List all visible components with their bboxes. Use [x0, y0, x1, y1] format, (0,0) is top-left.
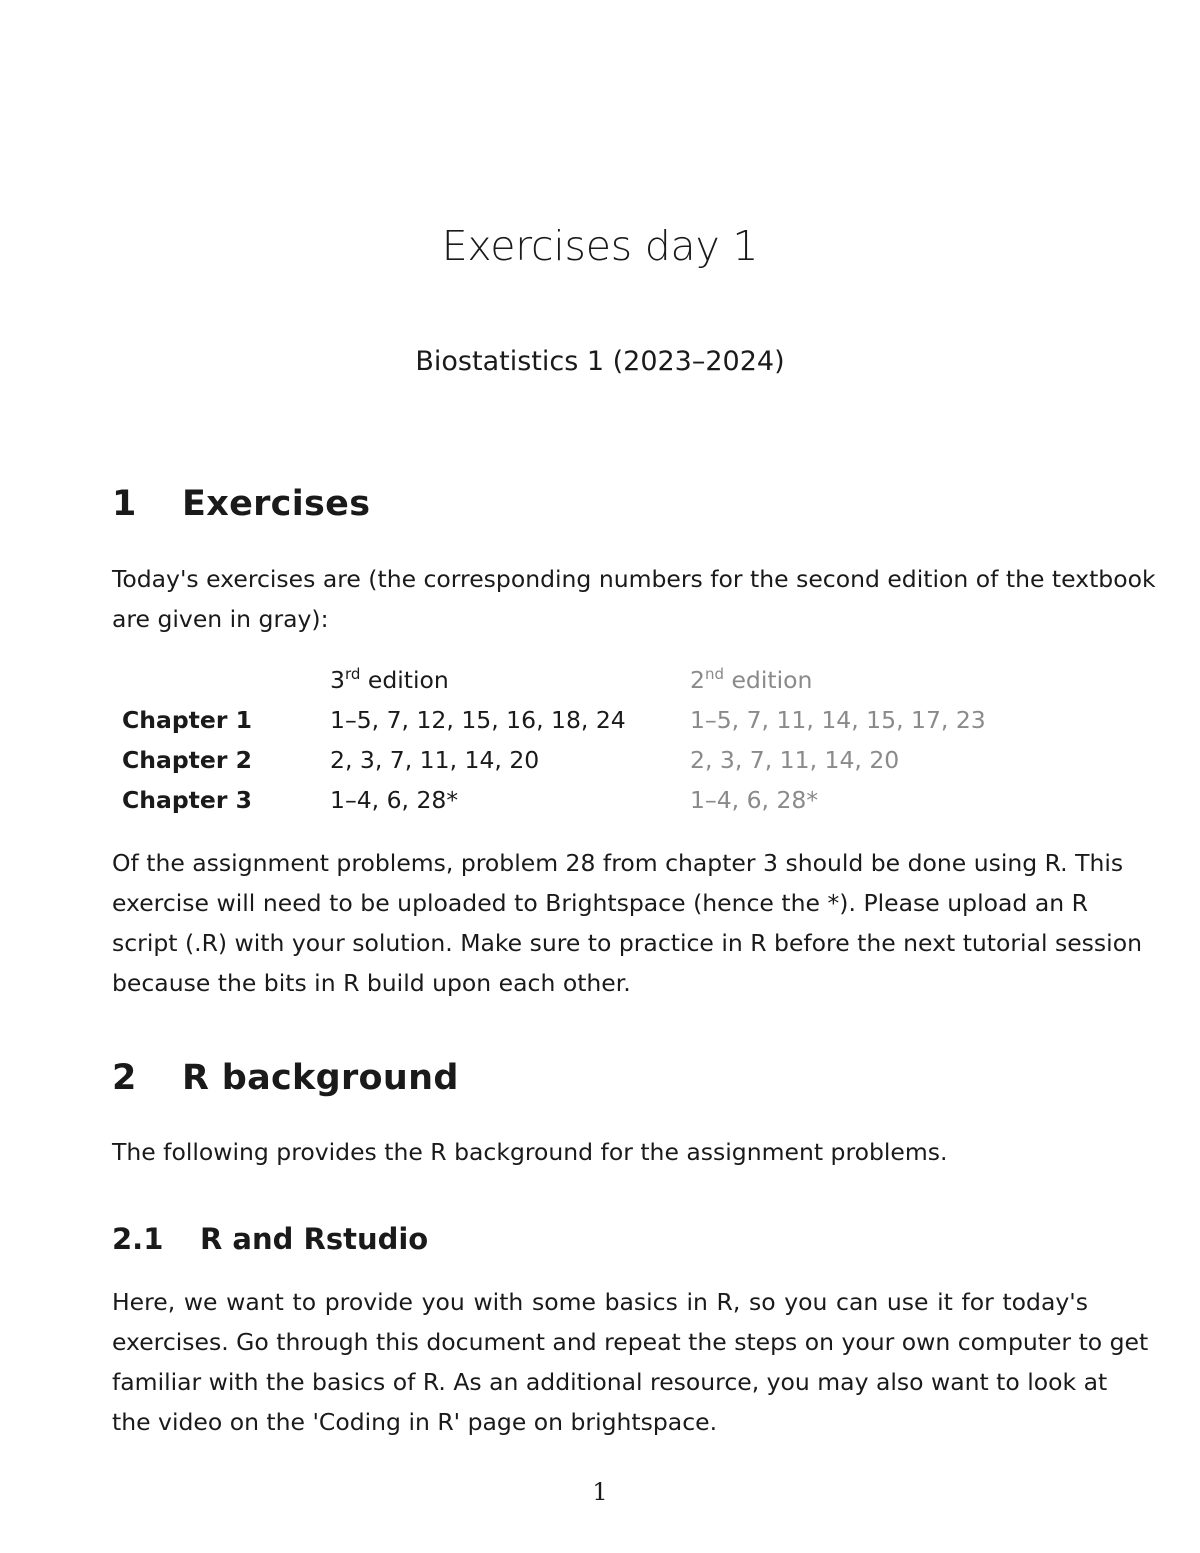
third-edition-exercises: 1–5, 7, 12, 15, 16, 18, 24: [330, 706, 626, 734]
subsection-title: R and Rstudio: [200, 1222, 429, 1256]
paragraph-line: are given in gray):: [112, 605, 329, 633]
subsection-heading-r-and-rstudio: [112, 1222, 428, 1256]
subsection-number: 2.1: [112, 1222, 164, 1256]
second-edition-exercises: 2, 3, 7, 11, 14, 20: [690, 746, 900, 774]
document-title: Exercises day 1: [441, 222, 759, 270]
header-3rd-edition: 3rd edition: [330, 665, 449, 694]
chapter-label: Chapter 3: [122, 786, 252, 814]
paragraph-line: The following provides the R background for the assignment problems.: [112, 1138, 948, 1166]
third-edition-exercises: 2, 3, 7, 11, 14, 20: [330, 746, 540, 774]
paragraph-line: familiar with the basics of R. As an additional resource, you may also want to look at: [112, 1368, 1108, 1396]
paragraph-line: exercise will need to be uploaded to Brightspace (hence the *). Please upload an R: [112, 889, 1088, 917]
paragraph-line: exercises. Go through this document and repeat the steps on your own computer to get: [112, 1328, 1149, 1356]
assignment-paragraph: [112, 843, 1142, 1003]
paragraph-line: because the bits in R build upon each other.: [112, 969, 631, 997]
section-number: 2: [112, 1058, 137, 1098]
paragraph-line: Today's exercises are (the corresponding numbers for the second edition of the textbook: [112, 565, 1156, 593]
header-2nd-edition: 2nd edition: [690, 665, 813, 694]
section-title: R background: [182, 1058, 459, 1098]
section-number: 1: [112, 484, 137, 524]
document-subtitle: Biostatistics 1 (2023–2024): [415, 346, 785, 377]
paragraph-line: the video on the 'Coding in R' page on brightspace.: [112, 1408, 718, 1436]
second-edition-exercises: 1–4, 6, 28*: [690, 786, 819, 814]
exercises-intro-paragraph: [112, 559, 1156, 639]
paragraph-line: script (.R) with your solution. Make sure to practice in R before the next tutorial session: [112, 929, 1142, 957]
paragraph-line: Of the assignment problems, problem 28 from chapter 3 should be done using R. This: [112, 849, 1124, 877]
page-number: 1: [592, 1478, 608, 1506]
r-and-rstudio-paragraph: [112, 1282, 1149, 1442]
section-heading-r-background: [112, 1058, 459, 1098]
section-heading-exercises: [112, 484, 370, 524]
third-edition-exercises: 1–4, 6, 28*: [330, 786, 459, 814]
chapter-label: Chapter 1: [122, 706, 252, 734]
r-background-intro: [112, 1132, 1088, 1172]
section-title: Exercises: [182, 484, 371, 524]
second-edition-exercises: 1–5, 7, 11, 14, 15, 17, 23: [690, 706, 986, 734]
paragraph-line: Here, we want to provide you with some basics in R, so you can use it for today's: [112, 1288, 1088, 1316]
chapter-label: Chapter 2: [122, 746, 252, 774]
